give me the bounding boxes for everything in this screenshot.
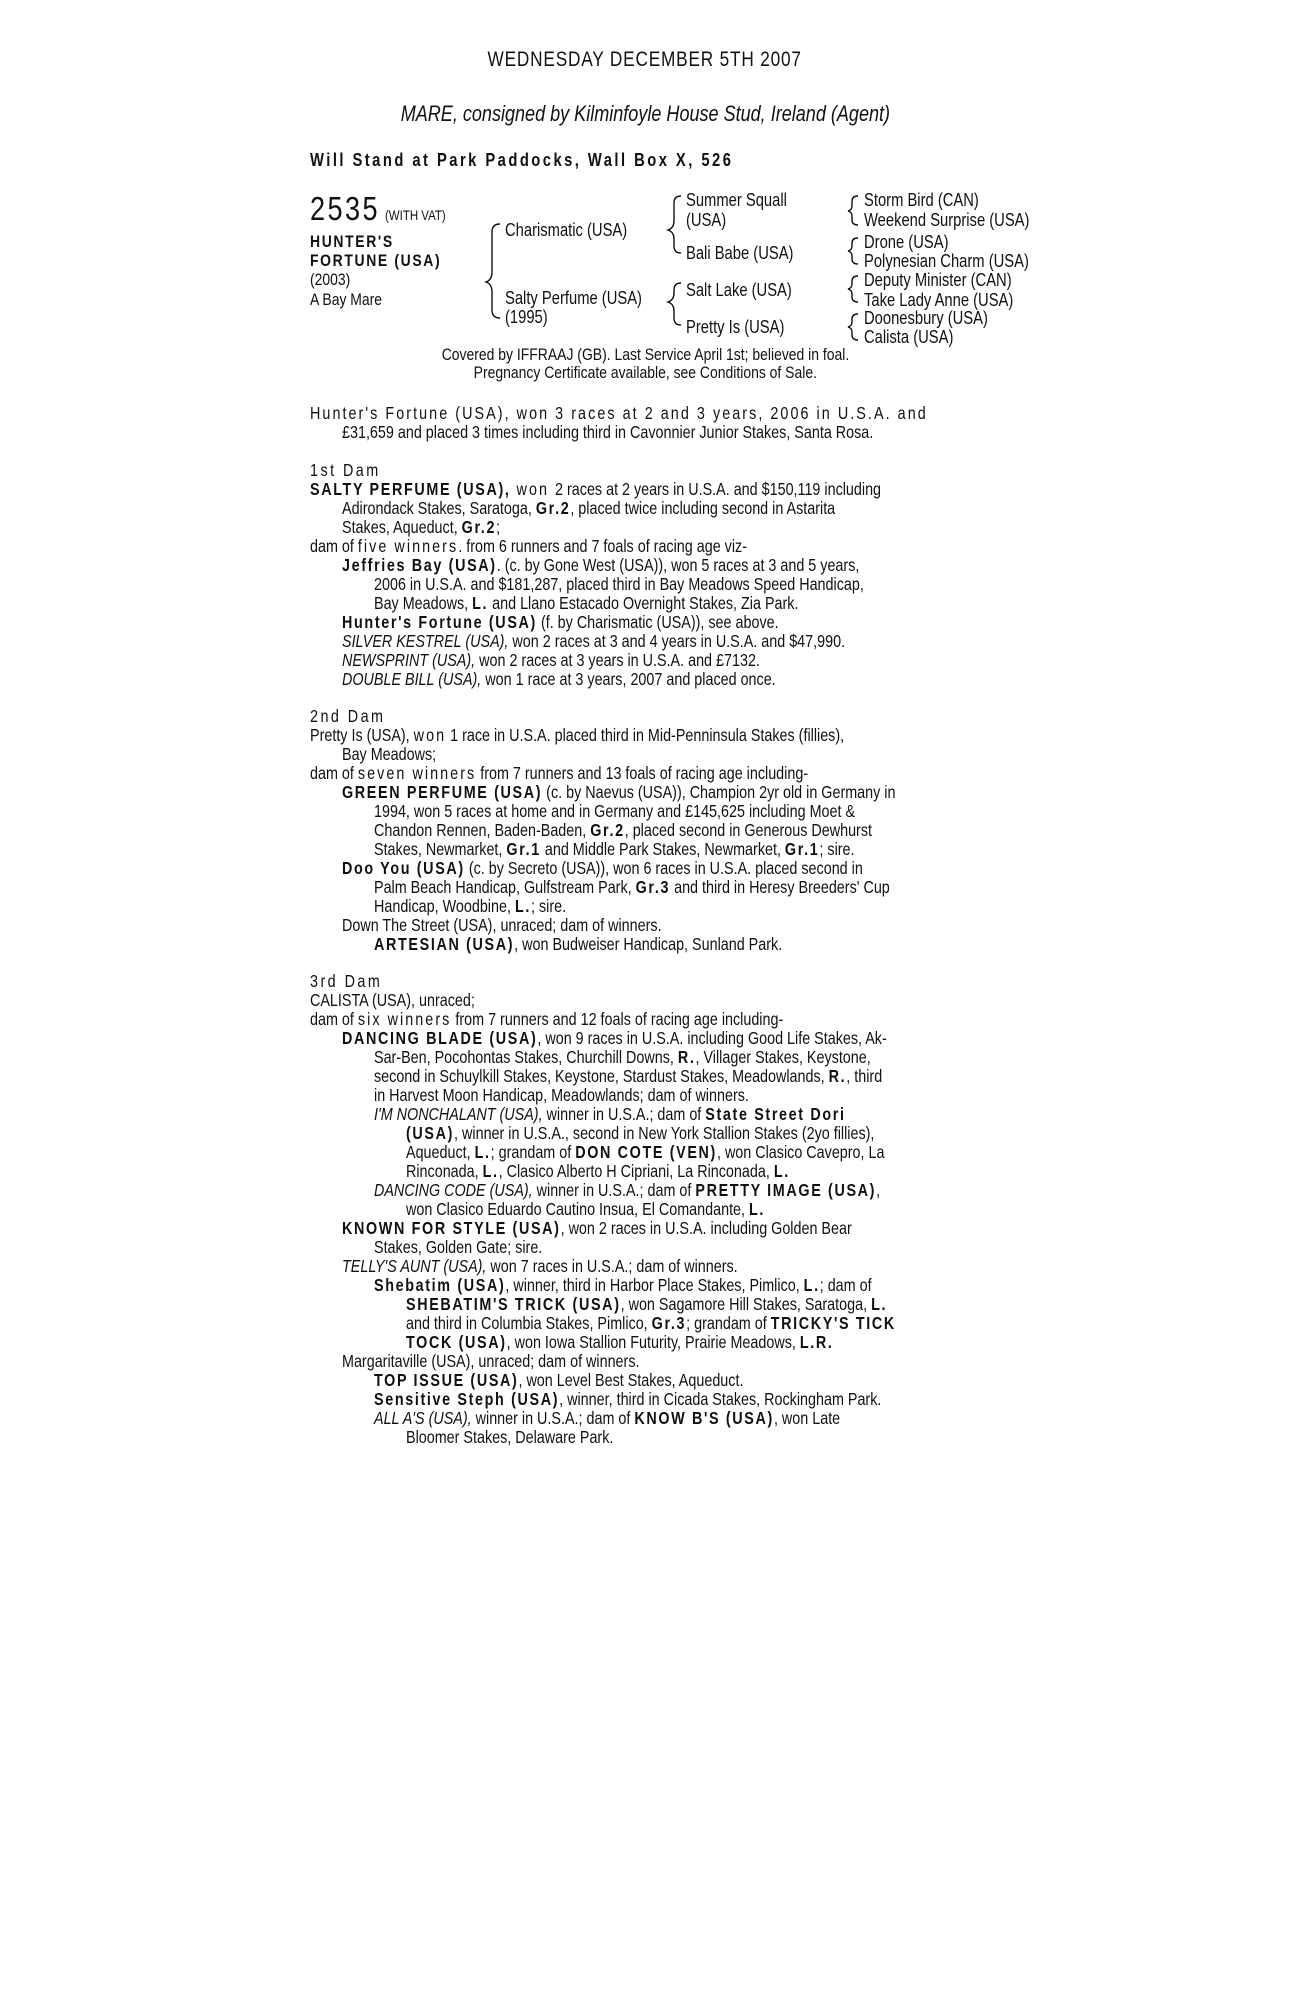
text-line bbox=[374, 1275, 981, 1296]
text-run: ; sire. bbox=[530, 896, 567, 916]
text-run: Hunter's Fortune (USA) bbox=[342, 612, 537, 632]
text-run: . from 6 runners and 7 foals of racing age viz- bbox=[458, 536, 747, 556]
text-run: L.R. bbox=[799, 1332, 834, 1352]
text-run: R. bbox=[677, 1047, 696, 1067]
pedigree-sire-sire-line1: Summer Squall bbox=[686, 190, 787, 210]
text-run: L. bbox=[482, 1161, 499, 1181]
text-run: Gr.2 bbox=[461, 517, 497, 537]
text-line bbox=[406, 1199, 844, 1220]
text-run: TRICKY'S TICK bbox=[770, 1313, 896, 1333]
text-run: NEWSPRINT (USA), bbox=[342, 650, 476, 670]
text-run: won 2 races at 3 and 4 years in U.S.A. and $47,990. bbox=[508, 631, 846, 651]
text-line bbox=[406, 1123, 977, 1144]
text-run: Chandon Rennen, Baden-Baden, bbox=[374, 820, 591, 840]
text-run: won 2 races at 3 years in U.S.A. and £7132. bbox=[475, 650, 760, 670]
text-run: Gr.3 bbox=[651, 1313, 687, 1333]
text-run: Shebatim (USA) bbox=[374, 1275, 506, 1295]
text-line bbox=[374, 1180, 991, 1201]
text-run: won 7 races in U.S.A.; dam of winners. bbox=[486, 1256, 738, 1276]
text-line bbox=[374, 1237, 579, 1258]
text-line bbox=[342, 782, 1017, 803]
text-line bbox=[342, 631, 956, 652]
text-line bbox=[374, 574, 971, 595]
text-line bbox=[374, 877, 1003, 898]
bracket-gen3-1 bbox=[848, 196, 858, 225]
covered-note-line1: Covered by IFFRAAJ (GB). Last Service April 1st; believed in foal. bbox=[441, 345, 849, 364]
vat-note: (WITH VAT) bbox=[384, 207, 446, 223]
pedigree-sire-sire-line2: (USA) bbox=[686, 210, 727, 230]
text-run: won bbox=[413, 725, 447, 745]
text-run: , winner in U.S.A., second in New York Stallion Stakes (2yo fillies), bbox=[454, 1123, 875, 1143]
text-line bbox=[310, 1009, 887, 1030]
text-run: , won Iowa Stallion Futurity, Prairie Meadows, bbox=[506, 1332, 800, 1352]
text-run: ; bbox=[496, 517, 501, 537]
text-run: (c. by Secreto (USA)), won 6 races in U.S.A. placed second in bbox=[464, 858, 863, 878]
text-line bbox=[342, 555, 973, 576]
text-run: , bbox=[876, 1180, 881, 1200]
text-run: 1994, won 5 races at home and in Germany and £145,625 including Moet & bbox=[374, 801, 856, 821]
text-run: Bay Meadows; bbox=[342, 744, 437, 764]
text-run: Bloomer Stakes, Delaware Park. bbox=[406, 1427, 614, 1447]
text-run: winner in U.S.A.; dam of bbox=[471, 1408, 635, 1428]
text-run: and Llano Estacado Overnight Stakes, Zia Park. bbox=[488, 593, 799, 613]
text-run: SILVER KESTREL (USA), bbox=[342, 631, 509, 651]
text-line bbox=[342, 612, 874, 633]
text-line bbox=[310, 725, 961, 746]
text-run: (c. by Naevus (USA)), Champion 2yr old in Germany in bbox=[542, 782, 896, 802]
text-run: (USA) bbox=[406, 1123, 455, 1143]
text-line bbox=[374, 896, 608, 917]
pedigree-gen3-6: Take Lady Anne (USA) bbox=[864, 290, 1014, 310]
text-run: Adirondack Stakes, Saratoga, bbox=[342, 498, 536, 518]
consignor-line: MARE, consigned by Kilminfoyle House Stud, Ireland (Agent) bbox=[400, 101, 890, 126]
text-run: KNOW B'S (USA) bbox=[634, 1408, 774, 1428]
text-run: won 1 race at 3 years, 2007 and placed once. bbox=[481, 669, 776, 689]
pedigree-dam-dam: Pretty Is (USA) bbox=[686, 317, 785, 337]
stand-location: Will Stand at Park Paddocks, Wall Box X, 526 bbox=[310, 150, 734, 170]
text-run: won Clasico Eduardo Cautino Insua, El Comandante, bbox=[406, 1199, 750, 1219]
text-run: six winners bbox=[357, 1009, 452, 1029]
text-line bbox=[342, 1256, 825, 1277]
text-line bbox=[342, 669, 871, 690]
text-run: , won Budweiser Handicap, Sunland Park. bbox=[514, 934, 783, 954]
pedigree-brackets bbox=[0, 0, 1290, 360]
text-line bbox=[406, 1332, 927, 1353]
text-line bbox=[310, 479, 1006, 500]
pedigree-gen3-2: Weekend Surprise (USA) bbox=[864, 210, 1030, 230]
text-run: TELLY'S AUNT (USA), bbox=[342, 1256, 487, 1276]
horse-name-line2: FORTUNE (USA) bbox=[310, 251, 442, 270]
text-run: ; grandam of bbox=[490, 1142, 576, 1162]
text-run: , won Late bbox=[773, 1408, 841, 1428]
text-line bbox=[374, 820, 981, 841]
text-line bbox=[342, 498, 943, 519]
text-run: R. bbox=[828, 1066, 847, 1086]
text-run: L. bbox=[773, 1161, 790, 1181]
text-run: , won 2 races in U.S.A. including Golden Bear bbox=[560, 1218, 852, 1238]
pedigree-dam-sire: Salt Lake (USA) bbox=[686, 280, 792, 300]
text-line bbox=[310, 403, 1063, 424]
text-run: in Harvest Moon Handicap, Meadowlands; dam of winners. bbox=[374, 1085, 749, 1105]
text-run: Stakes, Aqueduct, bbox=[342, 517, 462, 537]
text-line bbox=[406, 1294, 993, 1315]
foaling-year: (2003) bbox=[310, 270, 351, 289]
text-run: second in Schuylkill Stakes, Keystone, Stardust Stakes, Meadowlands, bbox=[374, 1066, 829, 1086]
pedigree-gen3-7: Doonesbury (USA) bbox=[864, 308, 988, 328]
text-line bbox=[374, 934, 872, 955]
text-run: Rinconada, bbox=[406, 1161, 483, 1181]
text-run: won bbox=[510, 479, 556, 499]
text-run: DANCING CODE (USA), bbox=[374, 1180, 533, 1200]
text-line bbox=[406, 1313, 1003, 1334]
text-line bbox=[406, 1142, 990, 1163]
text-line bbox=[374, 839, 960, 860]
text-run: and third in Heresy Breeders' Cup bbox=[670, 877, 890, 897]
text-line bbox=[310, 536, 843, 557]
text-run: 1st Dam bbox=[310, 460, 381, 480]
text-run: Down The Street (USA), unraced; dam of winners. bbox=[342, 915, 662, 935]
text-run: , winner, third in Cicada Stakes, Rockingham Park. bbox=[559, 1389, 882, 1409]
text-run: Gr.2 bbox=[535, 498, 571, 518]
text-run: £31,659 and placed 3 times including third in Cavonnier Junior Stakes, Santa Rosa. bbox=[342, 422, 874, 442]
text-run: GREEN PERFUME (USA) bbox=[342, 782, 543, 802]
text-run: L. bbox=[803, 1275, 820, 1295]
text-line bbox=[406, 1161, 874, 1182]
text-line bbox=[374, 1370, 825, 1391]
horse-name-line1: HUNTER'S bbox=[310, 232, 394, 251]
text-run: five winners bbox=[357, 536, 459, 556]
text-run: Margaritaville (USA), unraced; dam of winners. bbox=[342, 1351, 640, 1371]
text-line bbox=[342, 517, 535, 538]
text-run: Gr.2 bbox=[590, 820, 625, 840]
text-run: Stakes, Newmarket, bbox=[374, 839, 507, 859]
text-run: , third bbox=[846, 1066, 883, 1086]
text-line bbox=[342, 650, 852, 671]
text-line bbox=[310, 706, 402, 727]
text-run: L. bbox=[749, 1199, 766, 1219]
pedigree-gen3-3: Drone (USA) bbox=[864, 232, 949, 252]
text-run: State Street Dori bbox=[705, 1104, 846, 1124]
text-run: 1 race in U.S.A. placed third in Mid-Penninsula Stakes (fillies), bbox=[446, 725, 845, 745]
text-run: winner in U.S.A.; dam of bbox=[542, 1104, 706, 1124]
text-run: DANCING BLADE (USA) bbox=[342, 1028, 538, 1048]
pedigree-sire-dam: Bali Babe (USA) bbox=[686, 243, 794, 263]
bracket-gen3-3 bbox=[848, 276, 858, 302]
text-run: CALISTA (USA), unraced; bbox=[310, 990, 475, 1010]
text-run: Bay Meadows, bbox=[374, 593, 473, 613]
text-line bbox=[342, 858, 977, 879]
text-run: ARTESIAN (USA) bbox=[374, 934, 515, 954]
text-run: winner in U.S.A.; dam of bbox=[532, 1180, 696, 1200]
text-line bbox=[342, 1351, 705, 1372]
text-line bbox=[406, 1427, 659, 1448]
text-run: 2 races at 2 years in U.S.A. and $150,119 including bbox=[555, 479, 882, 499]
text-run: 2006 in U.S.A. and $181,287, placed third in Bay Meadows Speed Handicap, bbox=[374, 574, 864, 594]
text-run: Pretty Is (USA), bbox=[310, 725, 414, 745]
text-run: TOCK (USA) bbox=[406, 1332, 507, 1352]
text-run: ALL A'S (USA), bbox=[374, 1408, 472, 1428]
text-line bbox=[342, 1218, 964, 1239]
text-line bbox=[374, 593, 892, 614]
text-run: Jeffries Bay (USA) bbox=[342, 555, 497, 575]
text-run: (f. by Charismatic (USA)), see above. bbox=[536, 612, 779, 632]
bracket-gen3-4 bbox=[848, 314, 858, 340]
text-line bbox=[310, 460, 396, 481]
text-run: Sar-Ben, Pocohontas Stakes, Churchill Downs, bbox=[374, 1047, 678, 1067]
text-run: . (c. by Gone West (USA)), won 5 races at 3 and 5 years, bbox=[496, 555, 860, 575]
text-run: 2nd Dam bbox=[310, 706, 386, 726]
lot-number: 2535 (WITH VAT) bbox=[310, 190, 446, 227]
text-run: , winner, third in Harbor Place Stakes, Pimlico, bbox=[505, 1275, 804, 1295]
pedigree-gen3-8: Calista (USA) bbox=[864, 327, 954, 347]
text-run: from 7 runners and 12 foals of racing age including- bbox=[451, 1009, 784, 1029]
text-run: Hunter's Fortune (USA), won 3 races at 2 and 3 years, 2006 in U.S.A. and bbox=[310, 403, 928, 423]
text-run: , won Level Best Stakes, Aqueduct. bbox=[518, 1370, 744, 1390]
text-run: dam of bbox=[310, 763, 358, 783]
bracket-gen2-upper bbox=[668, 196, 681, 253]
pedigree-gen3-4: Polynesian Charm (USA) bbox=[864, 251, 1029, 271]
text-line bbox=[374, 1066, 994, 1087]
text-run: , won 9 races in U.S.A. including Good Life Stakes, Ak- bbox=[537, 1028, 887, 1048]
text-run: Palm Beach Handicap, Gulfstream Park, bbox=[374, 877, 636, 897]
text-run: Handicap, Woodbine, bbox=[374, 896, 515, 916]
text-run: Stakes, Golden Gate; sire. bbox=[374, 1237, 543, 1257]
text-line bbox=[342, 1028, 1006, 1049]
text-run: Gr.1 bbox=[506, 839, 541, 859]
text-line bbox=[374, 1047, 980, 1068]
covered-note-line2: Pregnancy Certificate available, see Conditions of Sale. bbox=[473, 363, 817, 382]
text-run: DON COTE (VEN) bbox=[575, 1142, 717, 1162]
text-run: SALTY PERFUME (USA), bbox=[310, 479, 511, 499]
bracket-gen2-lower bbox=[668, 283, 681, 325]
text-run: 3rd Dam bbox=[310, 971, 383, 991]
text-run: L. bbox=[472, 593, 489, 613]
text-run: , won Sagamore Hill Stakes, Saratoga, bbox=[620, 1294, 872, 1314]
text-line bbox=[374, 1389, 993, 1410]
text-line bbox=[342, 422, 990, 443]
text-line bbox=[374, 1104, 949, 1125]
pedigree-dam-line1: Salty Perfume (USA) bbox=[505, 288, 642, 308]
text-run: KNOWN FOR STYLE (USA) bbox=[342, 1218, 561, 1238]
text-run: and Middle Park Stakes, Newmarket, bbox=[540, 839, 785, 859]
text-run: dam of bbox=[310, 1009, 358, 1029]
text-run: Doo You (USA) bbox=[342, 858, 465, 878]
sale-date-heading: WEDNESDAY DECEMBER 5TH 2007 bbox=[487, 48, 803, 71]
text-run: , Clasico Alberto H Cipriani, La Rinconada, bbox=[498, 1161, 774, 1181]
bracket-gen3-2 bbox=[848, 238, 858, 264]
text-run: I'M NONCHALANT (USA), bbox=[374, 1104, 543, 1124]
text-run: , placed second in Generous Dewhurst bbox=[624, 820, 872, 840]
text-run: from 7 runners and 13 foals of racing age including- bbox=[476, 763, 809, 783]
text-run: seven winners bbox=[357, 763, 477, 783]
bracket-gen1 bbox=[486, 224, 500, 318]
pedigree-dam-line2: (1995) bbox=[505, 307, 548, 327]
text-run: L. bbox=[514, 896, 531, 916]
text-run: ; grandam of bbox=[686, 1313, 771, 1333]
text-line bbox=[310, 990, 511, 1011]
text-run: , Villager Stakes, Keystone, bbox=[695, 1047, 871, 1067]
text-run: DOUBLE BILL (USA), bbox=[342, 669, 482, 689]
text-line bbox=[310, 971, 398, 992]
text-line bbox=[342, 744, 457, 765]
pedigree-gen3-5: Deputy Minister (CAN) bbox=[864, 270, 1012, 290]
pedigree-gen3-1: Storm Bird (CAN) bbox=[864, 190, 979, 210]
horse-description: A Bay Mare bbox=[310, 290, 383, 309]
text-run: dam of bbox=[310, 536, 358, 556]
text-run: and third in Columbia Stakes, Pimlico, bbox=[406, 1313, 652, 1333]
text-run: PRETTY IMAGE (USA) bbox=[695, 1180, 877, 1200]
text-run: SHEBATIM'S TRICK (USA) bbox=[406, 1294, 621, 1314]
text-run: , placed twice including second in Astarita bbox=[570, 498, 836, 518]
text-run: TOP ISSUE (USA) bbox=[374, 1370, 519, 1390]
text-line bbox=[374, 1408, 942, 1429]
text-run: ; sire. bbox=[819, 839, 855, 859]
text-run: ; dam of bbox=[819, 1275, 872, 1295]
text-run: L. bbox=[474, 1142, 491, 1162]
text-run: Gr.1 bbox=[784, 839, 820, 859]
pedigree-sire: Charismatic (USA) bbox=[505, 220, 628, 240]
text-run: Sensitive Steph (USA) bbox=[374, 1389, 560, 1409]
text-line bbox=[310, 763, 917, 784]
text-line bbox=[374, 1085, 831, 1106]
text-line bbox=[374, 801, 961, 822]
text-run: Gr.3 bbox=[635, 877, 671, 897]
text-run: , won Clasico Cavepro, La bbox=[716, 1142, 885, 1162]
text-run: L. bbox=[871, 1294, 888, 1314]
text-line bbox=[342, 915, 732, 936]
text-run: Aqueduct, bbox=[406, 1142, 475, 1162]
